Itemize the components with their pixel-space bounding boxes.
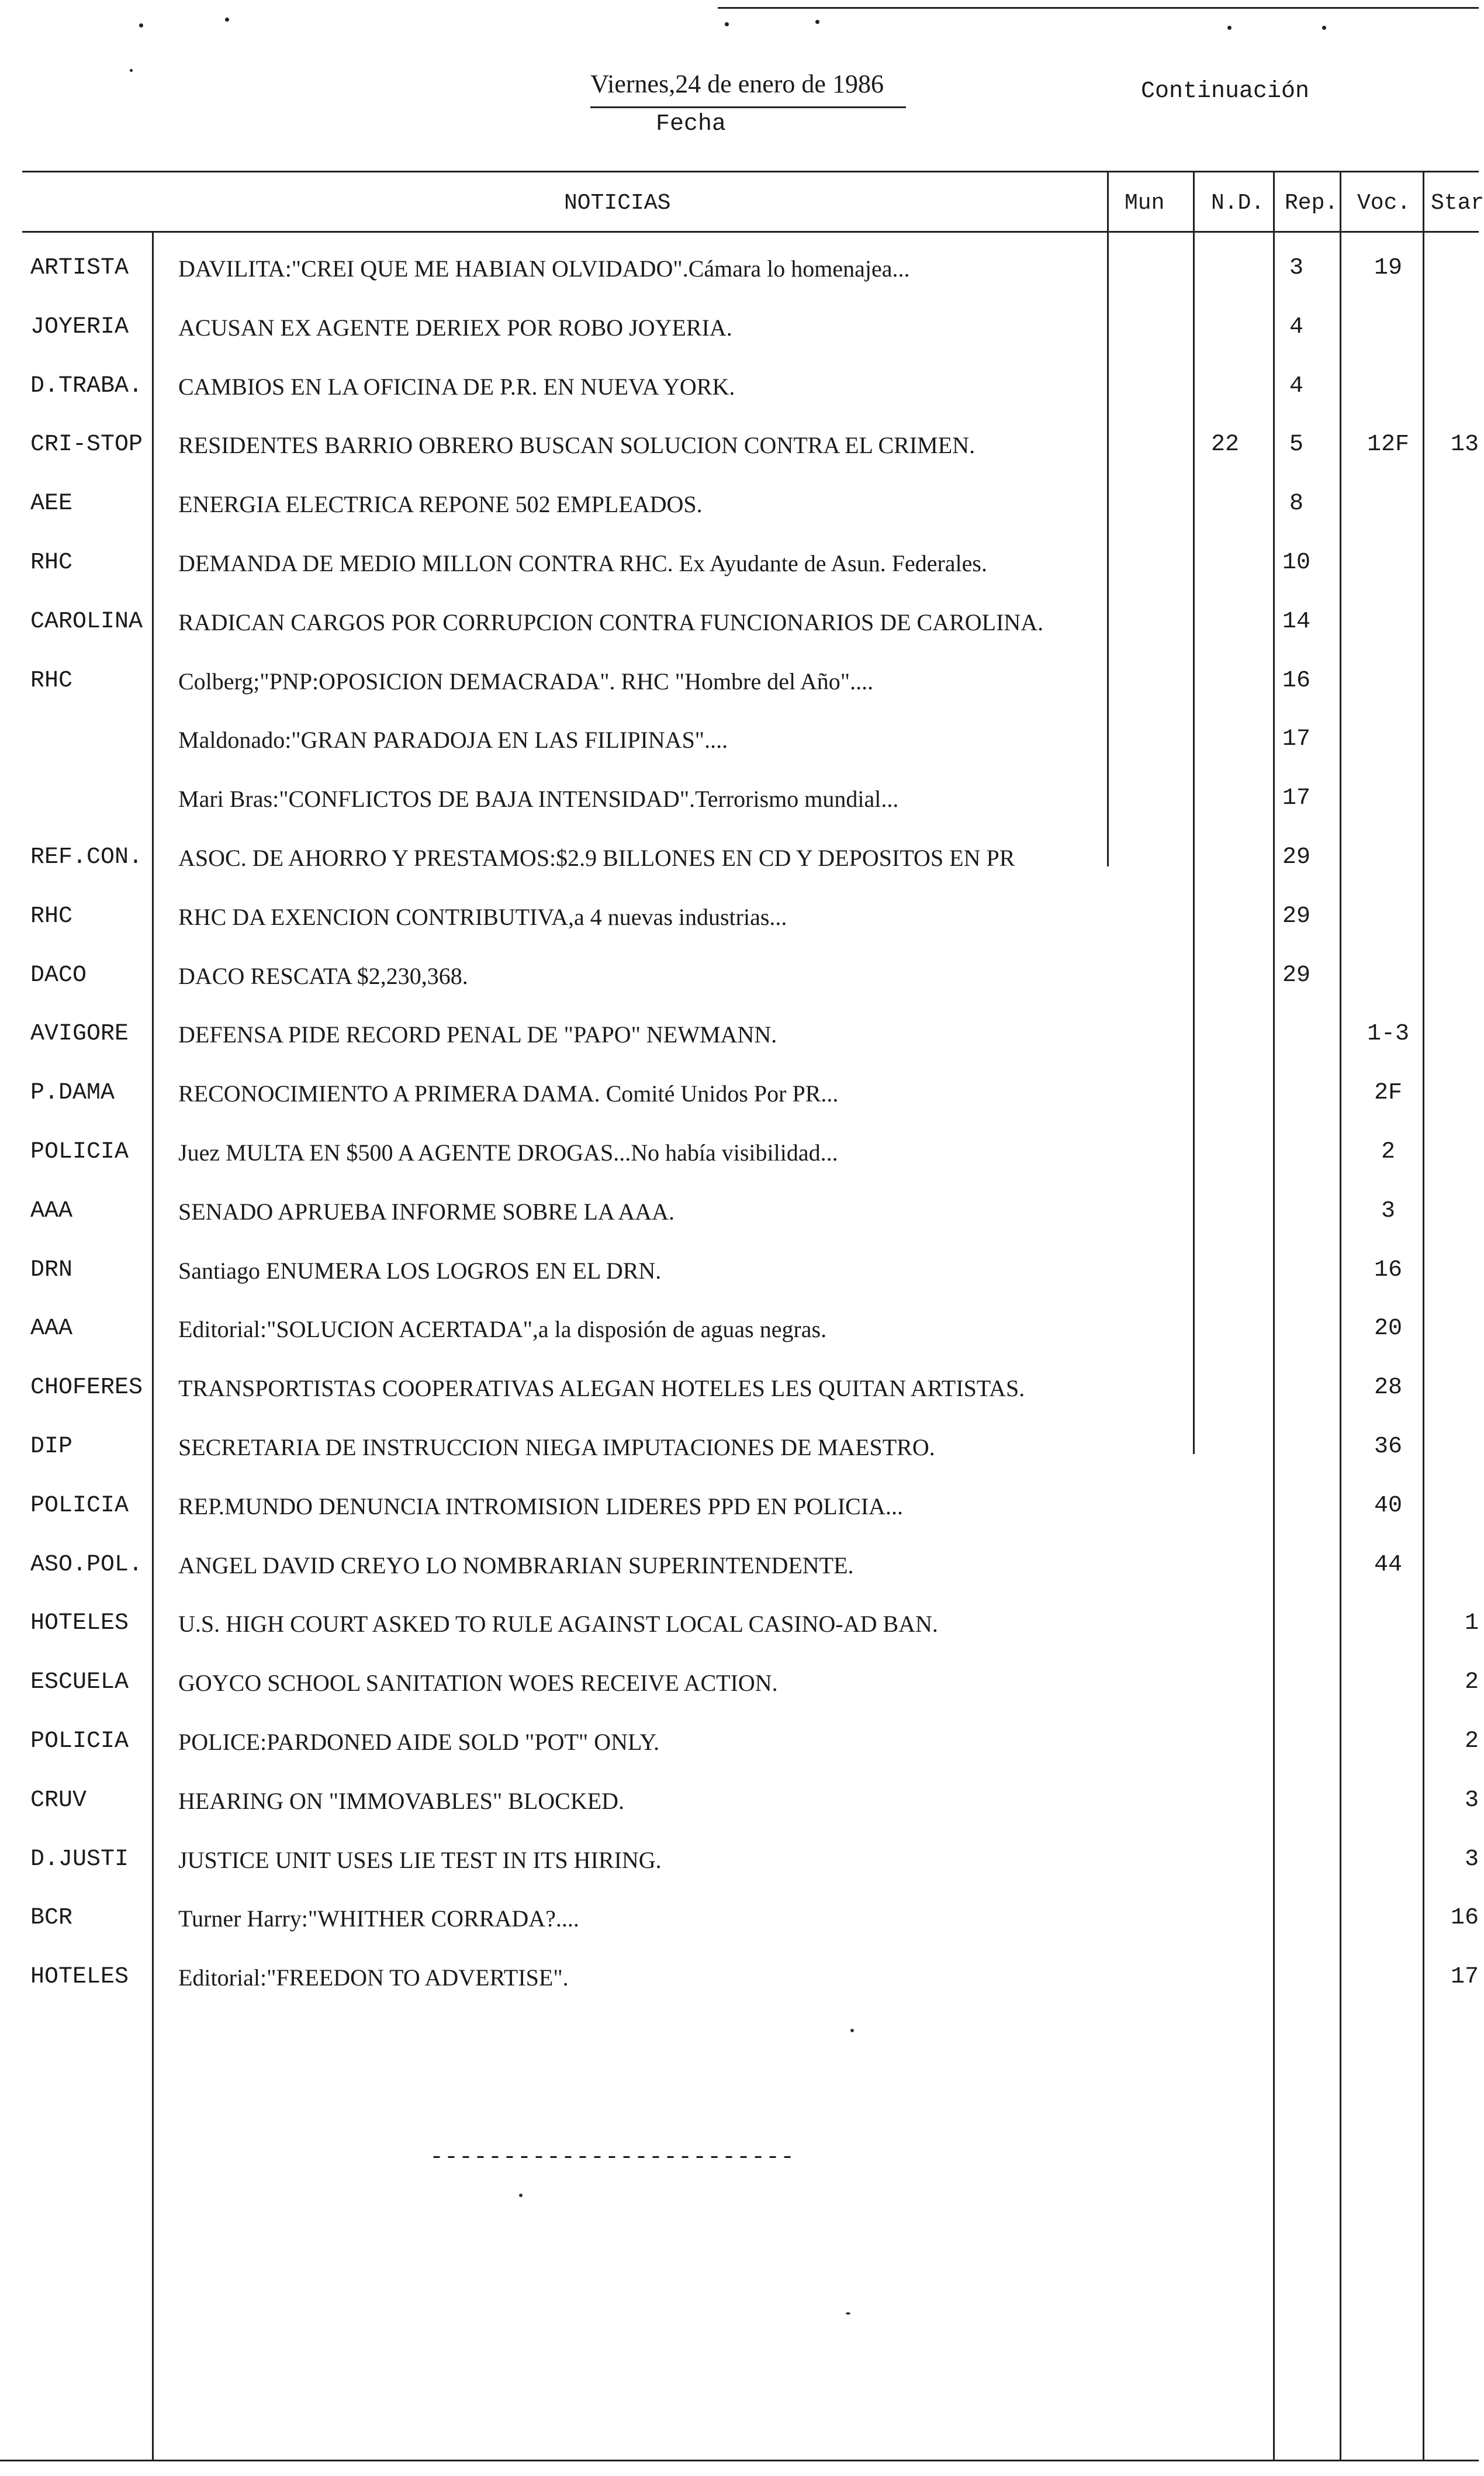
table-row (0, 1828, 1479, 1886)
row-headline: TRANSPORTISTAS COOPERATIVAS ALEGAN HOTELES LES QUITAN ARTISTAS. (178, 1375, 1025, 1401)
row-rep-page: 14 (1282, 609, 1310, 635)
row-category: REF.CON. (30, 844, 143, 871)
row-category: D.JUSTI (30, 1846, 129, 1873)
row-headline: ASOC. DE AHORRO Y PRESTAMOS:$2.9 BILLONES EN CD Y DEPOSITOS EN PR (178, 845, 1015, 871)
table-row (0, 1179, 1479, 1238)
row-rep-page: 29 (1282, 844, 1310, 871)
row-headline: DACO RESCATA $2,230,368. (178, 963, 468, 989)
row-voc-page: 28 (1374, 1375, 1402, 1401)
row-star-page: 3 (1464, 1846, 1479, 1873)
date-underline (590, 106, 906, 108)
row-category: HOTELES (30, 1610, 129, 1636)
row-category: POLICIA (30, 1728, 129, 1755)
row-category: JOYERIA (30, 314, 129, 340)
row-category: RHC (30, 903, 73, 930)
header-mun: Mun (1125, 191, 1165, 216)
table-row (0, 766, 1479, 825)
row-category: D.TRABA. (30, 373, 143, 399)
row-category: ASO.POL. (30, 1552, 143, 1578)
row-headline: POLICE:PARDONED AIDE SOLD "POT" ONLY. (178, 1729, 660, 1755)
row-voc-page: 2F (1374, 1080, 1402, 1106)
table-row (0, 1886, 1479, 1945)
stray-mark (519, 2194, 523, 2197)
row-rep-page: 10 (1282, 550, 1310, 576)
row-headline: RADICAN CARGOS POR CORRUPCION CONTRA FUNCIONARIOS DE CAROLINA. (178, 609, 1044, 636)
table-row (0, 649, 1479, 707)
table-row (0, 1945, 1479, 2004)
row-headline: DEFENSA PIDE RECORD PENAL DE "PAPO" NEWMANN. (178, 1021, 777, 1048)
row-headline: HEARING ON "IMMOVABLES" BLOCKED. (178, 1788, 625, 1814)
row-voc-page: 12F (1367, 431, 1409, 458)
row-headline: RHC DA EXENCION CONTRIBUTIVA,a 4 nuevas industrias... (178, 904, 787, 930)
row-category: AVIGORE (30, 1021, 129, 1047)
row-category: CRUV (30, 1787, 87, 1814)
header-bottom-rule (22, 231, 1479, 233)
row-voc-page: 3 (1381, 1198, 1395, 1224)
row-voc-page: 19 (1374, 255, 1402, 281)
row-headline: REP.MUNDO DENUNCIA INTROMISION LIDERES PPD EN POLICIA... (178, 1493, 904, 1520)
date-caption: Fecha (656, 111, 727, 137)
row-category: RHC (30, 550, 73, 576)
row-category: CAROLINA (30, 609, 143, 635)
table-row (0, 826, 1479, 884)
stray-mark (846, 2312, 850, 2315)
row-headline: SECRETARIA DE INSTRUCCION NIEGA IMPUTACIONES DE MAESTRO. (178, 1434, 935, 1460)
table-row (0, 1474, 1479, 1532)
table-row (0, 1415, 1479, 1473)
row-category: AEE (30, 491, 73, 517)
table-row (0, 944, 1479, 1002)
row-category: AAA (30, 1315, 73, 1342)
header-rep: Rep. (1285, 191, 1338, 216)
row-voc-page: 1-3 (1367, 1021, 1409, 1047)
table-row (0, 413, 1479, 471)
row-category: BCR (30, 1905, 73, 1931)
row-voc-page: 40 (1374, 1493, 1402, 1519)
header-nd: N.D. (1211, 191, 1265, 216)
table-row (0, 1769, 1479, 1827)
row-category: P.DAMA (30, 1080, 115, 1106)
table-row (0, 236, 1479, 295)
stray-mark (850, 2029, 854, 2032)
top-edge-rule (718, 7, 1479, 9)
row-voc-page: 36 (1374, 1434, 1402, 1460)
header-news: NOTICIAS (564, 191, 671, 216)
row-headline: DEMANDA DE MEDIO MILLON CONTRA RHC. Ex Ayudante de Asun. Federales. (178, 550, 987, 576)
row-headline: JUSTICE UNIT USES LIE TEST IN ITS HIRING. (178, 1847, 662, 1873)
row-headline: DAVILITA:"CREI QUE ME HABIAN OLVIDADO".Cámara lo homenajea... (178, 255, 910, 282)
row-category: POLICIA (30, 1493, 129, 1519)
row-voc-page: 44 (1374, 1552, 1402, 1578)
row-category: CRI-STOP (30, 431, 143, 458)
row-headline: Editorial:"FREEDON TO ADVERTISE". (178, 1964, 569, 1991)
table-row (0, 1356, 1479, 1414)
table-row (0, 885, 1479, 943)
row-headline: Editorial:"SOLUCION ACERTADA",a la disposión de aguas negras. (178, 1316, 827, 1342)
table-row (0, 1650, 1479, 1709)
table-row (0, 1238, 1479, 1297)
row-star-page: 2 (1464, 1728, 1479, 1755)
table-row (0, 1533, 1479, 1591)
table-row (0, 707, 1479, 766)
row-rep-page: 29 (1282, 903, 1310, 930)
table-row (0, 1297, 1479, 1355)
row-category: HOTELES (30, 1964, 129, 1990)
row-headline: Colberg;"PNP:OPOSICION DEMACRADA". RHC "Hombre del Año".... (178, 668, 874, 695)
row-rep-page: 29 (1282, 962, 1310, 989)
row-rep-page: 4 (1289, 314, 1303, 340)
row-star-page: 3 (1464, 1787, 1479, 1814)
table-row (0, 1002, 1479, 1061)
row-rep-page: 17 (1282, 726, 1310, 752)
row-nd-page: 22 (1210, 431, 1239, 458)
row-headline: SENADO APRUEBA INFORME SOBRE LA AAA. (178, 1199, 675, 1225)
row-star-page: 13 (1450, 431, 1479, 458)
row-category: RHC (30, 668, 73, 694)
row-voc-page: 2 (1381, 1139, 1395, 1165)
row-headline: GOYCO SCHOOL SANITATION WOES RECEIVE ACTION. (178, 1670, 778, 1696)
row-rep-page: 4 (1289, 373, 1303, 399)
row-headline: RESIDENTES BARRIO OBRERO BUSCAN SOLUCION CONTRA EL CRIMEN. (178, 432, 976, 458)
row-headline: Turner Harry:"WHITHER CORRADA?.... (178, 1905, 579, 1932)
table-row (0, 472, 1479, 530)
row-headline: Mari Bras:"CONFLICTOS DE BAJA INTENSIDAD".Terrorismo mundial... (178, 786, 899, 812)
row-headline: Juez MULTA EN $500 A AGENTE DROGAS...No había visibilidad... (178, 1139, 838, 1166)
row-category: AAA (30, 1198, 73, 1224)
report-date: Viernes,24 de enero de 1986 (590, 70, 884, 98)
row-star-page: 16 (1450, 1905, 1479, 1931)
table-row (0, 590, 1479, 648)
header-voc: Voc. (1357, 191, 1411, 216)
row-rep-page: 5 (1289, 431, 1303, 458)
header-star: Star (1431, 191, 1484, 216)
row-category: DACO (30, 962, 87, 989)
row-category: DIP (30, 1434, 73, 1460)
table-row (0, 1120, 1479, 1179)
continuation-label: Continuación (1141, 78, 1310, 105)
row-category: DRN (30, 1257, 73, 1283)
row-headline: CAMBIOS EN LA OFICINA DE P.R. EN NUEVA YORK. (178, 374, 735, 400)
table-row (0, 1591, 1479, 1650)
table-row (0, 295, 1479, 354)
row-headline: RECONOCIMIENTO A PRIMERA DAMA. Comité Unidos Por PR... (178, 1080, 839, 1107)
row-headline: Santiago ENUMERA LOS LOGROS EN EL DRN. (178, 1258, 662, 1284)
table-bottom-rule (0, 2460, 1479, 2461)
row-rep-page: 16 (1282, 668, 1310, 694)
row-category: ESCUELA (30, 1669, 129, 1695)
row-star-page: 17 (1450, 1964, 1479, 1990)
row-category: CHOFERES (30, 1375, 143, 1401)
row-voc-page: 20 (1374, 1315, 1402, 1342)
row-headline: ACUSAN EX AGENTE DERIEX POR ROBO JOYERIA. (178, 315, 732, 341)
table-row (0, 531, 1479, 589)
row-headline: ANGEL DAVID CREYO LO NOMBRARIAN SUPERINTENDENTE. (178, 1552, 854, 1579)
row-category: POLICIA (30, 1139, 129, 1165)
row-headline: ENERGIA ELECTRICA REPONE 502 EMPLEADOS. (178, 491, 703, 517)
row-rep-page: 8 (1289, 491, 1303, 517)
table-top-rule (22, 171, 1479, 172)
table-row (0, 1710, 1479, 1768)
row-star-page: 1 (1464, 1610, 1479, 1636)
row-star-page: 2 (1464, 1669, 1479, 1695)
row-voc-page: 16 (1374, 1257, 1402, 1283)
table-row (0, 1061, 1479, 1120)
table-row (0, 354, 1479, 413)
row-headline: Maldonado:"GRAN PARADOJA EN LAS FILIPINAS".... (178, 727, 728, 753)
closing-separator: ------------------------- (430, 2145, 795, 2171)
row-rep-page: 17 (1282, 785, 1310, 811)
row-rep-page: 3 (1289, 255, 1303, 281)
row-headline: U.S. HIGH COURT ASKED TO RULE AGAINST LOCAL CASINO-AD BAN. (178, 1611, 938, 1637)
row-category: ARTISTA (30, 255, 129, 281)
